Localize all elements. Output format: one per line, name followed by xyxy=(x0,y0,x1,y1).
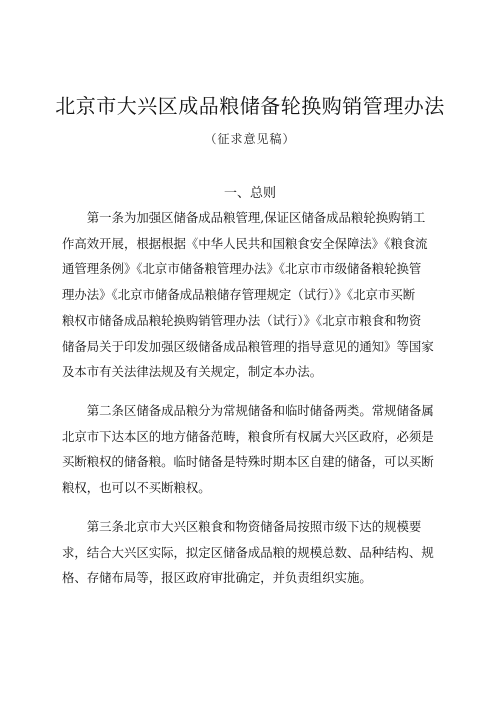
paragraph-line: 储备局关于印发加强区级储备成品粮管理的指导意见的通知》等国家 xyxy=(62,338,434,354)
paragraph-line: 第三条北京市大兴区粮食和物资储备局按照市级下达的规模要 xyxy=(62,519,422,534)
paragraph-line: 通管理条例》《北京市储备粮管理办法》《北京市市级储备粮轮换管 xyxy=(62,261,422,277)
article-2-paragraph xyxy=(62,398,442,501)
document-title: 北京市大兴区成品粮储备轮换购销管理办法 xyxy=(55,94,445,118)
paragraph-line: 买断粮权的储备粮。临时储备是特殊时期本区自建的储备，可以买断 xyxy=(62,454,434,470)
paragraph-line: 作高效开展，根据根据《中华人民共和国粮食安全保障法》《粮食流 xyxy=(62,235,428,251)
paragraph-line: 粮权，也可以不买断粮权。 xyxy=(62,480,211,496)
paragraph-line: 求，结合大兴区实际，拟定区储备成品粮的规模总数、品种结构、规 xyxy=(62,544,434,560)
paragraph-line: 第二条区储备成品粮分为常规储备和临时储备两类。常规储备属 xyxy=(62,403,434,418)
article-1-paragraph xyxy=(62,205,442,385)
paragraph-line: 及本市有关法律法规及有关规定，制定本办法。 xyxy=(62,364,323,380)
paragraph-line: 第一条为加强区储备成品粮管理,保证区储备成品粮轮换购销工 xyxy=(62,210,426,225)
section-heading-general: 一、总则 xyxy=(223,186,276,201)
paragraph-line: 粮权市储备成品粮轮换购销管理办法（试行）》《北京市粮食和物资 xyxy=(62,312,422,328)
paragraph-line: 格、存储布局等，报区政府审批确定，并负责组织实施。 xyxy=(62,570,372,586)
article-3-paragraph xyxy=(62,514,442,591)
paragraph-line: 理办法》《北京市储备成品粮储存管理规定（试行）》《北京市买断 xyxy=(62,287,416,303)
paragraph-line: 北京市下达本区的地方储备范畴，粮食所有权属大兴区政府，必须是 xyxy=(62,428,434,444)
document-subtitle: （征求意见稿） xyxy=(204,132,296,146)
